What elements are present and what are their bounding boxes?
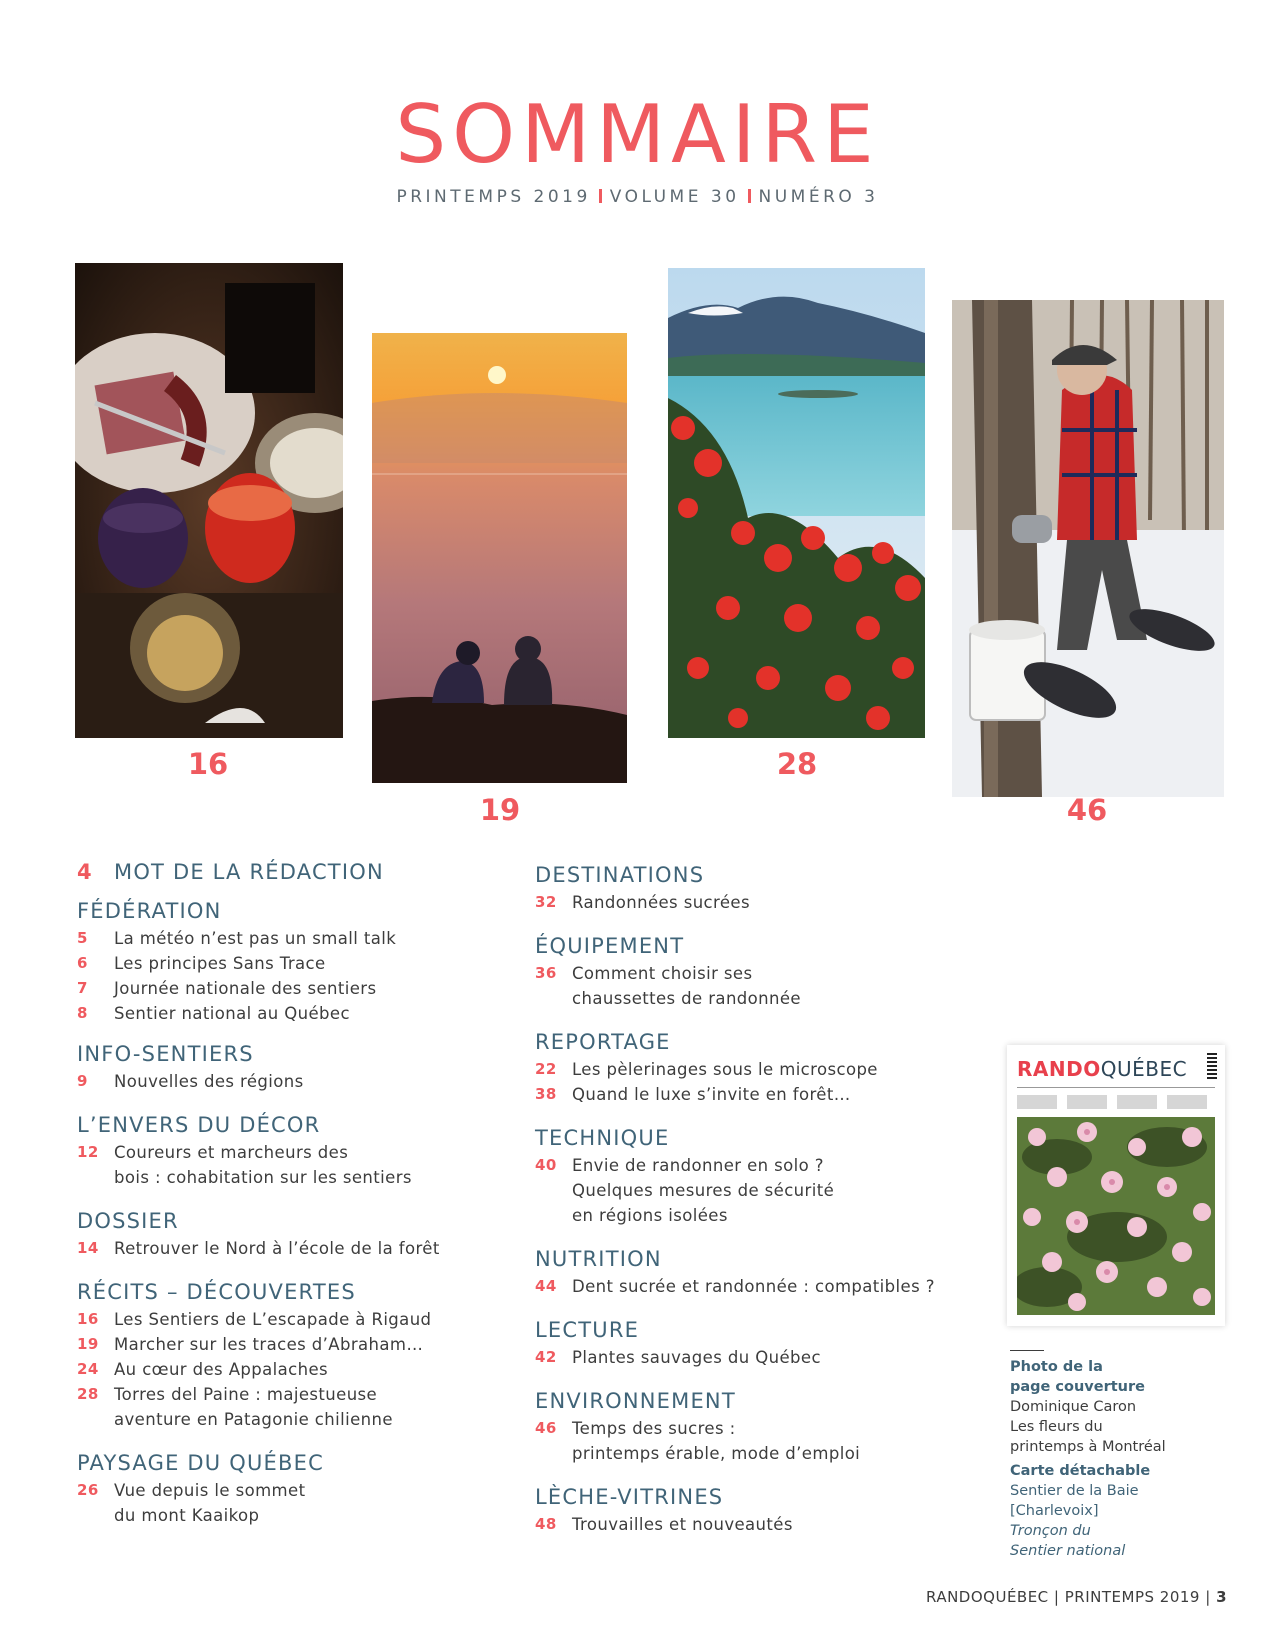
toc-section-lecture [535,1315,955,1370]
page-number: 6 [77,954,88,972]
photo-repas[interactable] [75,263,343,738]
photo-page-number: 28 [776,747,818,781]
toc-entry[interactable] [77,1478,457,1528]
page-number: 42 [535,1348,557,1366]
page-number: 24 [77,1360,99,1378]
caption-photographer: Dominique Caron [1010,1399,1137,1415]
cover-logo: RANDOQUÉBEC [1017,1057,1188,1081]
caption-photo-desc: printemps à Montréal [1010,1439,1166,1455]
section-title: FÉDÉRATION [77,899,222,923]
footer-text: RANDOQUÉBEC | PRINTEMPS 2019 | [926,1588,1211,1606]
section-title: LECTURE [535,1318,640,1342]
page-number: 46 [535,1419,557,1437]
toc-section-equipement [535,931,955,1011]
toc-entry[interactable] [535,1082,955,1107]
section-title: MOT DE LA RÉDACTION [114,860,384,884]
entry-title: Coureurs et marcheurs des bois : cohabitation sur les sentiers [114,1143,412,1187]
page-number: 44 [535,1277,557,1295]
toc-entry[interactable] [77,1001,457,1026]
toc-section-technique [535,1123,955,1228]
toc-section-recits [77,1277,457,1432]
issue-season: PRINTEMPS 2019 [396,187,591,207]
photo-lac-montagne[interactable] [668,268,925,738]
toc-entry[interactable] [77,1236,457,1261]
toc-entry[interactable] [535,1153,955,1228]
toc-section-destinations [535,860,955,915]
toc-entry[interactable] [77,926,457,951]
page-number: 26 [77,1481,99,1499]
section-title: INFO-SENTIERS [77,1042,254,1066]
photo-page-number: 46 [1066,793,1108,827]
entry-title: Sentier national au Québec [114,1004,350,1023]
section-title: REPORTAGE [535,1030,671,1054]
entry-title: Temps des sucres : printemps érable, mode d’emploi [572,1419,861,1463]
footer-page-number: 3 [1216,1588,1227,1606]
toc-entry[interactable] [77,1069,457,1094]
toc-entry[interactable] [535,1416,955,1466]
section-title: ENVIRONNEMENT [535,1389,736,1413]
entry-title: Plantes sauvages du Québec [572,1348,821,1367]
page-number: 32 [535,893,557,911]
entry-title: Marcher sur les traces d’Abraham… [114,1335,424,1354]
page-number: 5 [77,929,88,947]
photo-coucher-de-soleil[interactable] [372,333,627,783]
toc-left-column [77,860,457,1528]
caption-rule [1010,1350,1044,1351]
entry-title: Les Sentiers de L’escapade à Rigaud [114,1310,432,1329]
cover-divider [1017,1087,1215,1088]
page-number: 9 [77,1072,88,1090]
toc-entry[interactable] [535,961,955,1011]
page-number: 14 [77,1239,99,1257]
caption-photo-title: Photo de la [1010,1359,1103,1375]
entry-title: Les pèlerinages sous le microscope [572,1060,878,1079]
toc-entry[interactable] [535,1345,955,1370]
page-number: 19 [77,1335,99,1353]
cover-thumbnail[interactable] [1007,1045,1225,1326]
entry-title: Randonnées sucrées [572,893,750,912]
toc-section-info-sentiers [77,1039,457,1094]
entry-title: Nouvelles des régions [114,1072,304,1091]
toc-entry[interactable] [77,1140,457,1190]
toc-entry-mot[interactable] [77,860,457,884]
page-number: 16 [77,1310,99,1328]
caption-map-line: [Charlevoix] [1010,1503,1099,1519]
caption-map-title: Carte détachable [1010,1463,1151,1479]
page-number: 12 [77,1143,99,1161]
page-number: 48 [535,1515,557,1533]
cover-barcode-icon [1207,1053,1217,1081]
entry-title: Au cœur des Appalaches [114,1360,329,1379]
entry-title: Les principes Sans Trace [114,954,326,973]
cover-teasers [1017,1095,1215,1109]
entry-title: Journée nationale des sentiers [114,979,377,998]
toc-section-paysage [77,1448,457,1528]
toc-entry[interactable] [77,951,457,976]
page-number: 28 [77,1385,99,1403]
coucher-de-soleil-icon [372,333,627,783]
page-number: 8 [77,1004,88,1022]
toc-entry[interactable] [77,1382,457,1432]
entry-title: Envie de randonner en solo ? Quelques mesures de sécurité en régions isolées [572,1156,835,1225]
issue-separator [748,189,751,203]
entry-title: Dent sucrée et randonnée : compatibles ? [572,1277,935,1296]
entry-title: Comment choisir ses chaussettes de randonnée [572,964,801,1008]
section-title: DOSSIER [77,1209,179,1233]
toc-section-environnement [535,1386,955,1466]
issue-volume: VOLUME 30 [609,187,740,207]
acericulteur-icon [952,300,1224,797]
toc-entry[interactable] [535,1057,955,1082]
section-title: RÉCITS – DÉCOUVERTES [77,1280,356,1304]
fleurs-icon [1017,1117,1215,1315]
page-number: 40 [535,1156,557,1174]
toc-section-nutrition [535,1244,955,1299]
entry-title: La météo n’est pas un small talk [114,929,397,948]
toc-entry[interactable] [77,1332,457,1357]
toc-section-leche-vitrines [535,1482,955,1537]
toc-section-reportage [535,1027,955,1107]
toc-section-dossier [77,1206,457,1261]
entry-title: Retrouver le Nord à l’école de la forêt [114,1239,440,1258]
section-title: DESTINATIONS [535,863,705,887]
page-number: 36 [535,964,557,982]
photo-page-number: 19 [479,793,521,827]
page-footer [926,1588,1227,1606]
caption-map-line: Tronçon du [1010,1523,1091,1539]
caption-map-line: Sentier national [1010,1543,1126,1559]
caption-photo-desc: Les fleurs du [1010,1419,1103,1435]
section-title: ÉQUIPEMENT [535,934,685,958]
toc-entry[interactable] [77,976,457,1001]
toc-right-column [535,860,955,1537]
toc-entry[interactable] [535,890,955,915]
repas-icon [75,263,343,738]
photo-acericulteur[interactable] [952,300,1224,797]
issue-separator [599,189,602,203]
page-number: 22 [535,1060,557,1078]
section-title: LÈCHE-VITRINES [535,1485,724,1509]
section-title: TECHNIQUE [535,1126,670,1150]
toc-entry[interactable] [77,1307,457,1332]
caption-photo-title: page couverture [1010,1379,1145,1395]
issue-number: NUMÉRO 3 [758,187,879,207]
caption-map-line: Sentier de la Baie [1010,1483,1139,1499]
toc-entry[interactable] [535,1274,955,1299]
photo-page-number: 16 [187,747,229,781]
page-number: 4 [77,860,93,884]
issue-info [0,187,1275,207]
lac-montagne-icon [668,268,925,738]
entry-title: Vue depuis le sommet du mont Kaaikop [114,1481,306,1525]
entry-title: Trouvailles et nouveautés [572,1515,793,1534]
section-title: PAYSAGE DU QUÉBEC [77,1451,324,1475]
toc-entry[interactable] [535,1512,955,1537]
entry-title: Torres del Paine : majestueuse aventure en Patagonie chilienne [114,1385,393,1429]
section-title: L’ENVERS DU DÉCOR [77,1113,321,1137]
toc-section-envers-du-decor [77,1110,457,1190]
page-number: 38 [535,1085,557,1103]
page-title: SOMMAIRE [395,88,880,181]
entry-title: Quand le luxe s’invite en forêt… [572,1085,851,1104]
cover-caption [1010,1350,1210,1561]
section-title: NUTRITION [535,1247,662,1271]
page-number: 7 [77,979,88,997]
toc-section-federation [77,896,457,1026]
toc-entry[interactable] [77,1357,457,1382]
